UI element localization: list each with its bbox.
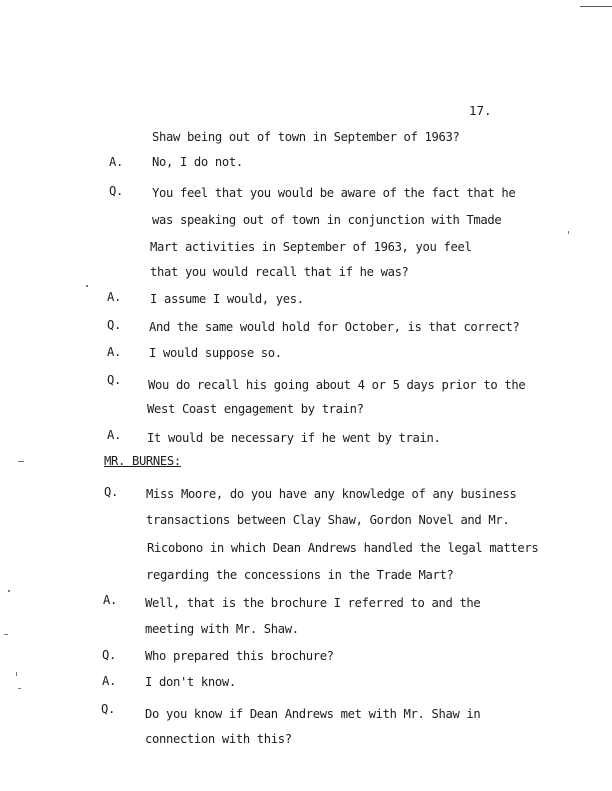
transcript-line: Well, that is the brochure I referred to and the — [145, 596, 481, 610]
transcript-line: No, I do not. — [152, 155, 243, 169]
transcript-line: that you would recall that if he was? — [150, 265, 409, 279]
transcript-line: I would suppose so. — [149, 346, 282, 360]
transcript-line: I assume I would, yes. — [150, 292, 304, 306]
scan-speck — [568, 231, 569, 234]
transcript-line: Wou do recall his going about 4 or 5 days prior to the — [148, 378, 526, 392]
scan-speck — [86, 285, 88, 287]
transcript-line: Do you know if Dean Andrews met with Mr. Shaw in — [145, 707, 481, 721]
scan-speck — [8, 590, 10, 592]
scan-edge-mark — [580, 6, 612, 7]
transcript-line: Who prepared this brochure? — [145, 649, 334, 663]
transcript-line: West Coast engagement by train? — [147, 402, 364, 416]
transcript-line: connection with this? — [145, 732, 292, 746]
transcript-line: was speaking out of town in conjunction with Tmade — [152, 213, 502, 227]
question-marker: Q. — [109, 184, 123, 198]
answer-marker: A. — [107, 428, 121, 442]
scan-speck — [18, 688, 21, 689]
transcript-line: Mart activities in September of 1963, you feel — [150, 240, 472, 254]
transcript-line: Miss Moore, do you have any knowledge of any business — [146, 487, 517, 501]
answer-marker: A. — [109, 155, 123, 169]
transcript-line: And the same would hold for October, is that correct? — [149, 320, 520, 334]
transcript-line: transactions between Clay Shaw, Gordon Novel and Mr. — [146, 513, 510, 527]
scan-speck — [16, 672, 17, 676]
answer-marker: A. — [107, 345, 121, 359]
question-marker: Q. — [102, 648, 116, 662]
answer-marker: A. — [107, 290, 121, 304]
page-number: 17. — [469, 103, 492, 118]
question-marker: Q. — [107, 318, 121, 332]
transcript-line: Ricobono in which Dean Andrews handled the legal matters — [147, 541, 539, 555]
transcript-line: Shaw being out of town in September of 1963? — [152, 130, 460, 144]
answer-marker: A. — [103, 593, 117, 607]
scan-speck — [18, 461, 24, 462]
scan-speck — [4, 634, 8, 635]
transcript-line: I don't know. — [145, 675, 236, 689]
transcript-line: You feel that you would be aware of the fact that he — [152, 186, 516, 200]
transcript-line: meeting with Mr. Shaw. — [145, 622, 299, 636]
speaker-heading: MR. BURNES: — [104, 454, 181, 468]
question-marker: Q. — [104, 485, 118, 499]
question-marker: Q. — [101, 702, 115, 716]
transcript-line: It would be necessary if he went by train. — [147, 431, 441, 445]
transcript-line: regarding the concessions in the Trade Mart? — [146, 568, 454, 582]
answer-marker: A. — [102, 674, 116, 688]
question-marker: Q. — [107, 373, 121, 387]
